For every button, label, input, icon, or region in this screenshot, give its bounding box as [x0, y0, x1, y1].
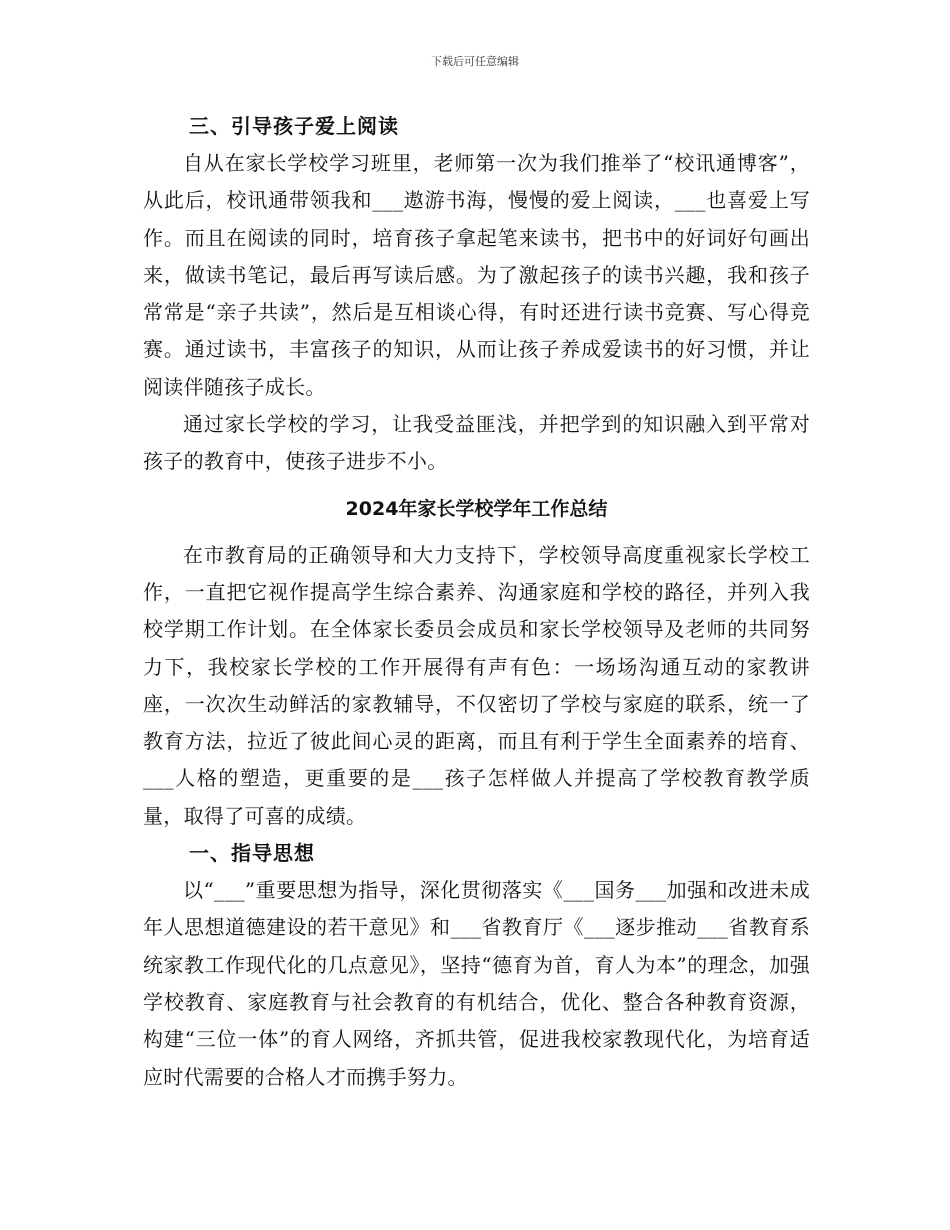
section-heading-reading: 三、引导孩子爱上阅读: [189, 114, 399, 138]
document-body: [143, 108, 810, 1096]
paragraph-summary-intro: 在市教育局的正确领导和大力支持下，学校领导高度重视家长学校工作，一直把它视作提高学生综合素养、沟通家庭和学校的路径，并列入我校学期工作计划。在全体家长委员会成员和家长学校领导及老师的共同努力下，我校家长学校的工作开展得有声有色：一场场沟通互动的家教讲座，一次次生动鲜活的家教辅导，不仅密切了学校与家庭的联系，统一了教育方法，拉近了彼此间心灵的距离，而且有利于学生全面素养的培育、___人格的塑造，更重要的是___孩子怎样做人并提高了学校教育教学质量，取得了可喜的成绩。: [143, 542, 810, 828]
page-header: 下载后可任意编辑: [431, 55, 519, 68]
section-heading-guiding: 一、指导思想: [189, 841, 315, 866]
paragraph-reading-1: 自从在家长学校学习班里，老师第一次为我们推举了“校讯通博客”，从此后，校讯通带领我和___遨游书海，慢慢的爱上阅读，___也喜爱上写作。而且在阅读的同时，培育孩子拿起笔来读书，把书中的好词好句画出来，做读书笔记，最后再写读后感。为了激起孩子的读书兴趣，我和孩子常常是“亲子共读”，然后是互相谈心得，有时还进行读书竞赛、写心得竞赛。通过读书，丰富孩子的知识，从而让孩子养成爱读书的好习惯，并让阅读伴随孩子成长。: [143, 151, 810, 399]
paragraph-reading-2: 通过家长学校的学习，让我受益匪浅，并把学到的知识融入到平常对孩子的教育中，使孩子进步不小。: [143, 412, 810, 474]
document-title: 2024年家长学校学年工作总结: [345, 497, 608, 520]
paragraph-guiding: 以“___”重要思想为指导，深化贯彻落实《___国务___加强和改进未成年人思想道德建设的若干意见》和___省教育厅《___逐步推动___省教育系统家教工作现代化的几点意见》，坚持“德育为首，育人为本”的理念，加强学校教育、家庭教育与社会教育的有机结合，优化、整合各种教育资源，构建“三位一体”的育人网络，齐抓共管，促进我校家教现代化，为培育适应时代需要的合格人才而携手努力。: [143, 878, 810, 1089]
